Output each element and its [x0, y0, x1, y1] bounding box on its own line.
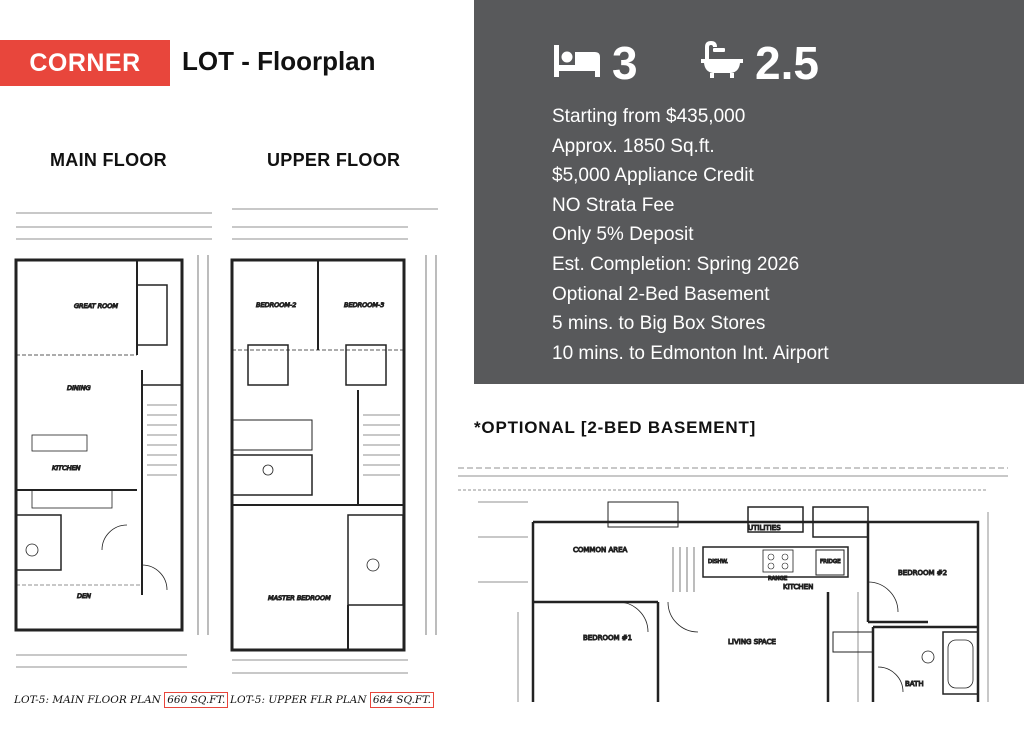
room-utilities: UTILITIES — [748, 524, 781, 532]
room-dining: DINING — [67, 384, 91, 392]
room-bath: BATH — [905, 680, 924, 688]
bedroom-count: 3 — [552, 36, 638, 90]
room-bedroom-1: BEDROOM #1 — [583, 634, 633, 642]
room-bedroom-3: BEDROOM-3 — [344, 301, 385, 309]
bathtub-icon — [699, 36, 745, 90]
feature-item: 10 mins. to Edmonton Int. Airport — [552, 342, 829, 364]
bathroom-count: 2.5 — [699, 36, 819, 90]
bed-icon — [552, 36, 602, 90]
feature-item: Starting from $435,000 — [552, 106, 746, 127]
appliance-range: RANGE — [768, 576, 788, 582]
basement-floor-plan — [458, 462, 1018, 710]
room-living-space: LIVING SPACE — [728, 638, 776, 646]
main-plan-label: LOT-5: MAIN FLOOR PLAN — [14, 694, 161, 706]
feature-item: Optional 2-Bed Basement — [552, 283, 770, 305]
corner-badge: CORNER — [0, 40, 170, 86]
main-plan-sqft: 660 SQ.FT. — [164, 692, 228, 708]
feature-item: Only 5% Deposit — [552, 224, 694, 246]
feature-item: 5 mins. to Big Box Stores — [552, 313, 766, 335]
room-great-room: GREAT ROOM — [74, 302, 119, 310]
room-kitchen: KITCHEN — [52, 464, 81, 472]
feature-item: $5,000 Appliance Credit — [552, 165, 754, 187]
room-common-area: COMMON AREA — [573, 546, 628, 554]
room-den: DEN — [77, 592, 91, 600]
upper-floor-plan — [228, 205, 443, 706]
feature-list — [552, 102, 829, 368]
info-panel — [474, 0, 1024, 384]
feature-item: Est. Completion: Spring 2026 — [552, 253, 800, 275]
room-bedroom-2: BEDROOM-2 — [256, 301, 297, 309]
main-floor-heading: MAIN FLOOR — [50, 150, 167, 170]
appliance-fridge: FRIDGE — [820, 559, 841, 565]
feature-item: Approx. 1850 Sq.ft. — [552, 135, 715, 157]
upper-floor-heading: UPPER FLOOR — [267, 150, 401, 170]
appliance-dishwasher: DISHW. — [708, 559, 729, 565]
page-title: LOT - Floorplan — [182, 46, 376, 76]
room-master-bedroom: MASTER BEDROOM — [268, 594, 331, 602]
room-kitchen-basement: KITCHEN — [783, 583, 814, 591]
upper-plan-sqft: 684 SQ.FT. — [370, 692, 434, 708]
main-floor-plan — [12, 205, 226, 706]
optional-basement-heading: *OPTIONAL [2-BED BASEMENT] — [474, 418, 757, 437]
feature-item: NO Strata Fee — [552, 194, 675, 216]
upper-plan-label: LOT-5: UPPER FLR PLAN — [230, 694, 367, 706]
room-bedroom-2-basement: BEDROOM #2 — [898, 569, 948, 577]
